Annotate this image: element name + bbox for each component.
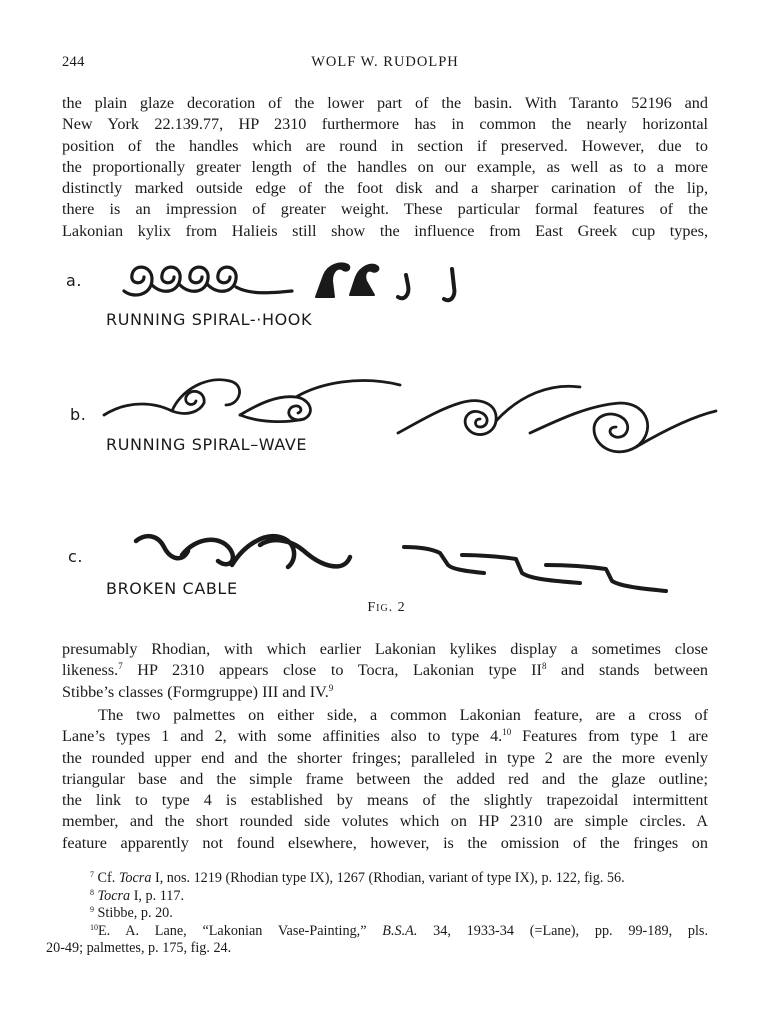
text-line: Lakonian kylix from Halieis still show the influence from East Greek cup types, [62, 221, 708, 240]
text-line: the plain glaze decoration of the lower part of the basin. With Taranto 52196 and [62, 94, 708, 112]
text-span: Cf. [97, 870, 119, 886]
text-span: likeness. [62, 661, 119, 680]
footnote-number: 9 [90, 905, 94, 915]
running-spiral-wave-large-drawing [398, 386, 716, 452]
broken-cable-drawing-angular [404, 547, 666, 591]
figure-caption [0, 600, 773, 616]
text-span: E. A. Lane, “Lakonian Vase-Painting,” [98, 922, 383, 939]
broken-cable-drawing-curved [136, 536, 350, 567]
footnote-9 [46, 905, 708, 923]
figure-row-letter-a: a. [66, 271, 83, 290]
text-span: HP 2310 appears close to Tocra, Lakonian type II [122, 661, 542, 680]
text-line: the rounded upper end and the shorter fringes; paralleled in type 2 are the more evenly [62, 748, 708, 767]
text-line [62, 726, 708, 747]
footnote-ref-10: 10 [502, 727, 512, 738]
text-line: there is an impression of greater weight. These particular formal features of the [62, 200, 708, 219]
text-line: position of the handles which are round in section if preserved. However, due to [62, 136, 708, 155]
text-line: the link to type 4 is established by means of the slightly trapezoidal intermittent [62, 791, 708, 810]
text-line: member, and the short rounded side volutes which on HP 2310 are simple circles. A [62, 812, 708, 831]
text-line [62, 682, 708, 703]
text-italic: Tocra [118, 870, 152, 886]
text-span: Features from type 1 are [511, 727, 709, 746]
footnote-number: 10 [90, 922, 98, 932]
body-paragraph-top [62, 93, 708, 242]
footnote-10-continued: 20-49; palmettes, p. 175, fig. 24. [46, 940, 232, 957]
text-italic: B.S.A. [382, 922, 418, 939]
text-span: I, p. 117. [130, 887, 184, 904]
footnote-number: 7 [90, 870, 94, 879]
figure-row-letter-c: c. [68, 547, 84, 566]
running-spiral-hook-drawing [124, 267, 292, 295]
text-line: feature apparently not found elsewhere, however, is the omission of the fringes on [62, 833, 708, 852]
running-spiral-wave-small-drawing [104, 380, 400, 422]
figure-row-label-c: BROKEN CABLE [106, 579, 238, 598]
footnotes [46, 870, 708, 958]
footnote-7 [46, 870, 708, 888]
text-span: Stibbe’s classes (Formgruppe) III and IV. [62, 682, 329, 701]
running-head-author: WOLF W. RUDOLPH [311, 54, 459, 70]
hook-motif-drawings [316, 263, 454, 300]
body-paragraph-continued [62, 639, 708, 703]
text-span: Stibbe, p. 20. [97, 905, 173, 922]
text-line: triangular base and the simple frame between the added red and the glaze outline; [62, 769, 708, 788]
footnote-ref-9: 9 [328, 682, 334, 693]
body-paragraph-palmettes [62, 705, 708, 854]
text-line: the proportionally greater length of the handles on our example, as well as to a more [62, 157, 708, 176]
text-line: New York 22.139.77, HP 2310 furthermore has in common the nearly horizontal [62, 115, 708, 134]
figure-caption-text: Fig. 2 [367, 600, 406, 615]
figure-row-label-a: RUNNING SPIRAL-·HOOK [106, 310, 313, 329]
figure-row-letter-b: b. [70, 405, 87, 424]
footnote-number: 8 [90, 887, 94, 897]
running-header [62, 54, 708, 74]
footnote-10 [46, 923, 708, 941]
footnote-ref-7: 7 [118, 661, 123, 672]
text-span: I, nos. 1219 (Rhodian type IX), 1267 (Rhodian, variant of type IX), p. 122, fig. 56. [151, 870, 625, 886]
footnote-8 [46, 888, 708, 906]
text-line [62, 660, 708, 681]
page-number: 244 [62, 54, 85, 70]
figure-2-ornament-patterns [60, 255, 720, 625]
footnote-ref-8: 8 [541, 661, 547, 672]
text-italic: Tocra [97, 887, 131, 904]
figure-row-label-b: RUNNING SPIRAL–WAVE [106, 435, 308, 454]
text-span: 34, 1933-34 (=Lane), pp. 99-189, pls. [417, 922, 708, 939]
text-line: presumably Rhodian, with which earlier Lakonian kylikes display a sometimes close [62, 640, 708, 658]
text-span: Lane’s types 1 and 2, with some affinities also to type 4. [62, 727, 503, 746]
text-line: The two palmettes on either side, a common Lakonian feature, are a cross of [98, 706, 708, 724]
text-span: and stands between [546, 661, 708, 680]
text-line: distinctly marked outside edge of the foot disk and a sharper carination of the lip, [62, 179, 708, 198]
